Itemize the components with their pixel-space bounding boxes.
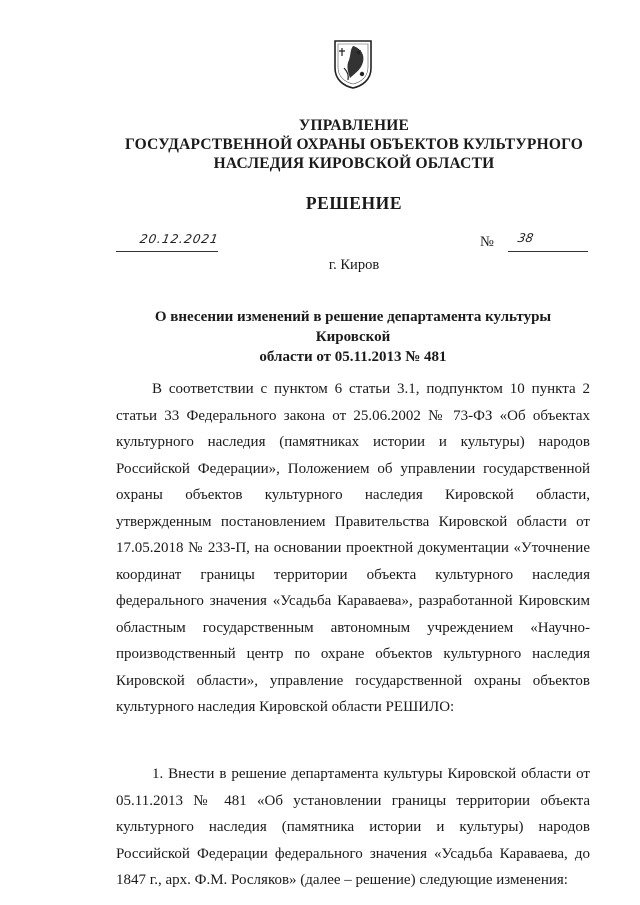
header-line-1: УПРАВЛЕНИЕ	[298, 117, 410, 134]
handwritten-number: 38	[516, 231, 535, 245]
clause-1-paragraph: 1. Внести в решение департамента культуры Кировской области от 05.11.2013 № 481 «Об установлении границы территории объекта культурного наследия (памятника истории и культуры) народов Российской Федерации федерального значения «Усадьба Караваева, до 1847 г., арх. Ф.М. Росляков» (далее – решение) следующие изменения:	[116, 766, 590, 888]
date-field	[116, 229, 218, 252]
preamble-paragraph: В соответствии с пунктом 6 статьи 3.1, подпунктом 10 пункта 2 статьи 33 Федерального закона от 25.06.2002 № 73-ФЗ «Об объектах культурного наследия (памятниках истории и культуры) народов Российской Федерации», Положением об управлении государственной охраны объектов культурного наследия Кировской области, утвержденным постановлением Правительства Кировской области от 17.05.2018 № 233-П, на основании проектной документации «Уточнение координат границы территории объекта культурного наследия федерального значения «Усадьба Караваева», разработанной Кировским областным государственным автономным учреждением «Научно-производственный центр по охране объектов культурного наследия Кировской области», управление государственной охраны объектов культурного наследия Кировской области РЕШИЛО:	[116, 381, 590, 715]
document-subject	[116, 307, 590, 367]
kirov-oblast-coat-of-arms-icon	[332, 38, 374, 90]
city-name: г. Киров	[328, 257, 380, 273]
header-line-2: ГОСУДАРСТВЕННОЙ ОХРАНЫ ОБЪЕКТОВ КУЛЬТУРНОГО	[124, 136, 584, 153]
subject-line-2: области от 05.11.2013 № 481	[259, 349, 447, 365]
document-type-label: РЕШЕНИЕ	[305, 193, 403, 213]
number-field	[508, 229, 588, 252]
header-line-3: НАСЛЕДИЯ КИРОВСКОЙ ОБЛАСТИ	[213, 155, 495, 172]
document-type-title	[0, 193, 640, 214]
handwritten-date: 20.12.2021	[138, 232, 220, 246]
number-label: №	[480, 234, 494, 250]
authority-header	[0, 116, 640, 173]
coat-of-arms-emblem	[332, 38, 374, 90]
subject-line-1: О внесении изменений в решение департамента культуры Кировской	[154, 309, 552, 345]
city-line	[0, 257, 640, 274]
